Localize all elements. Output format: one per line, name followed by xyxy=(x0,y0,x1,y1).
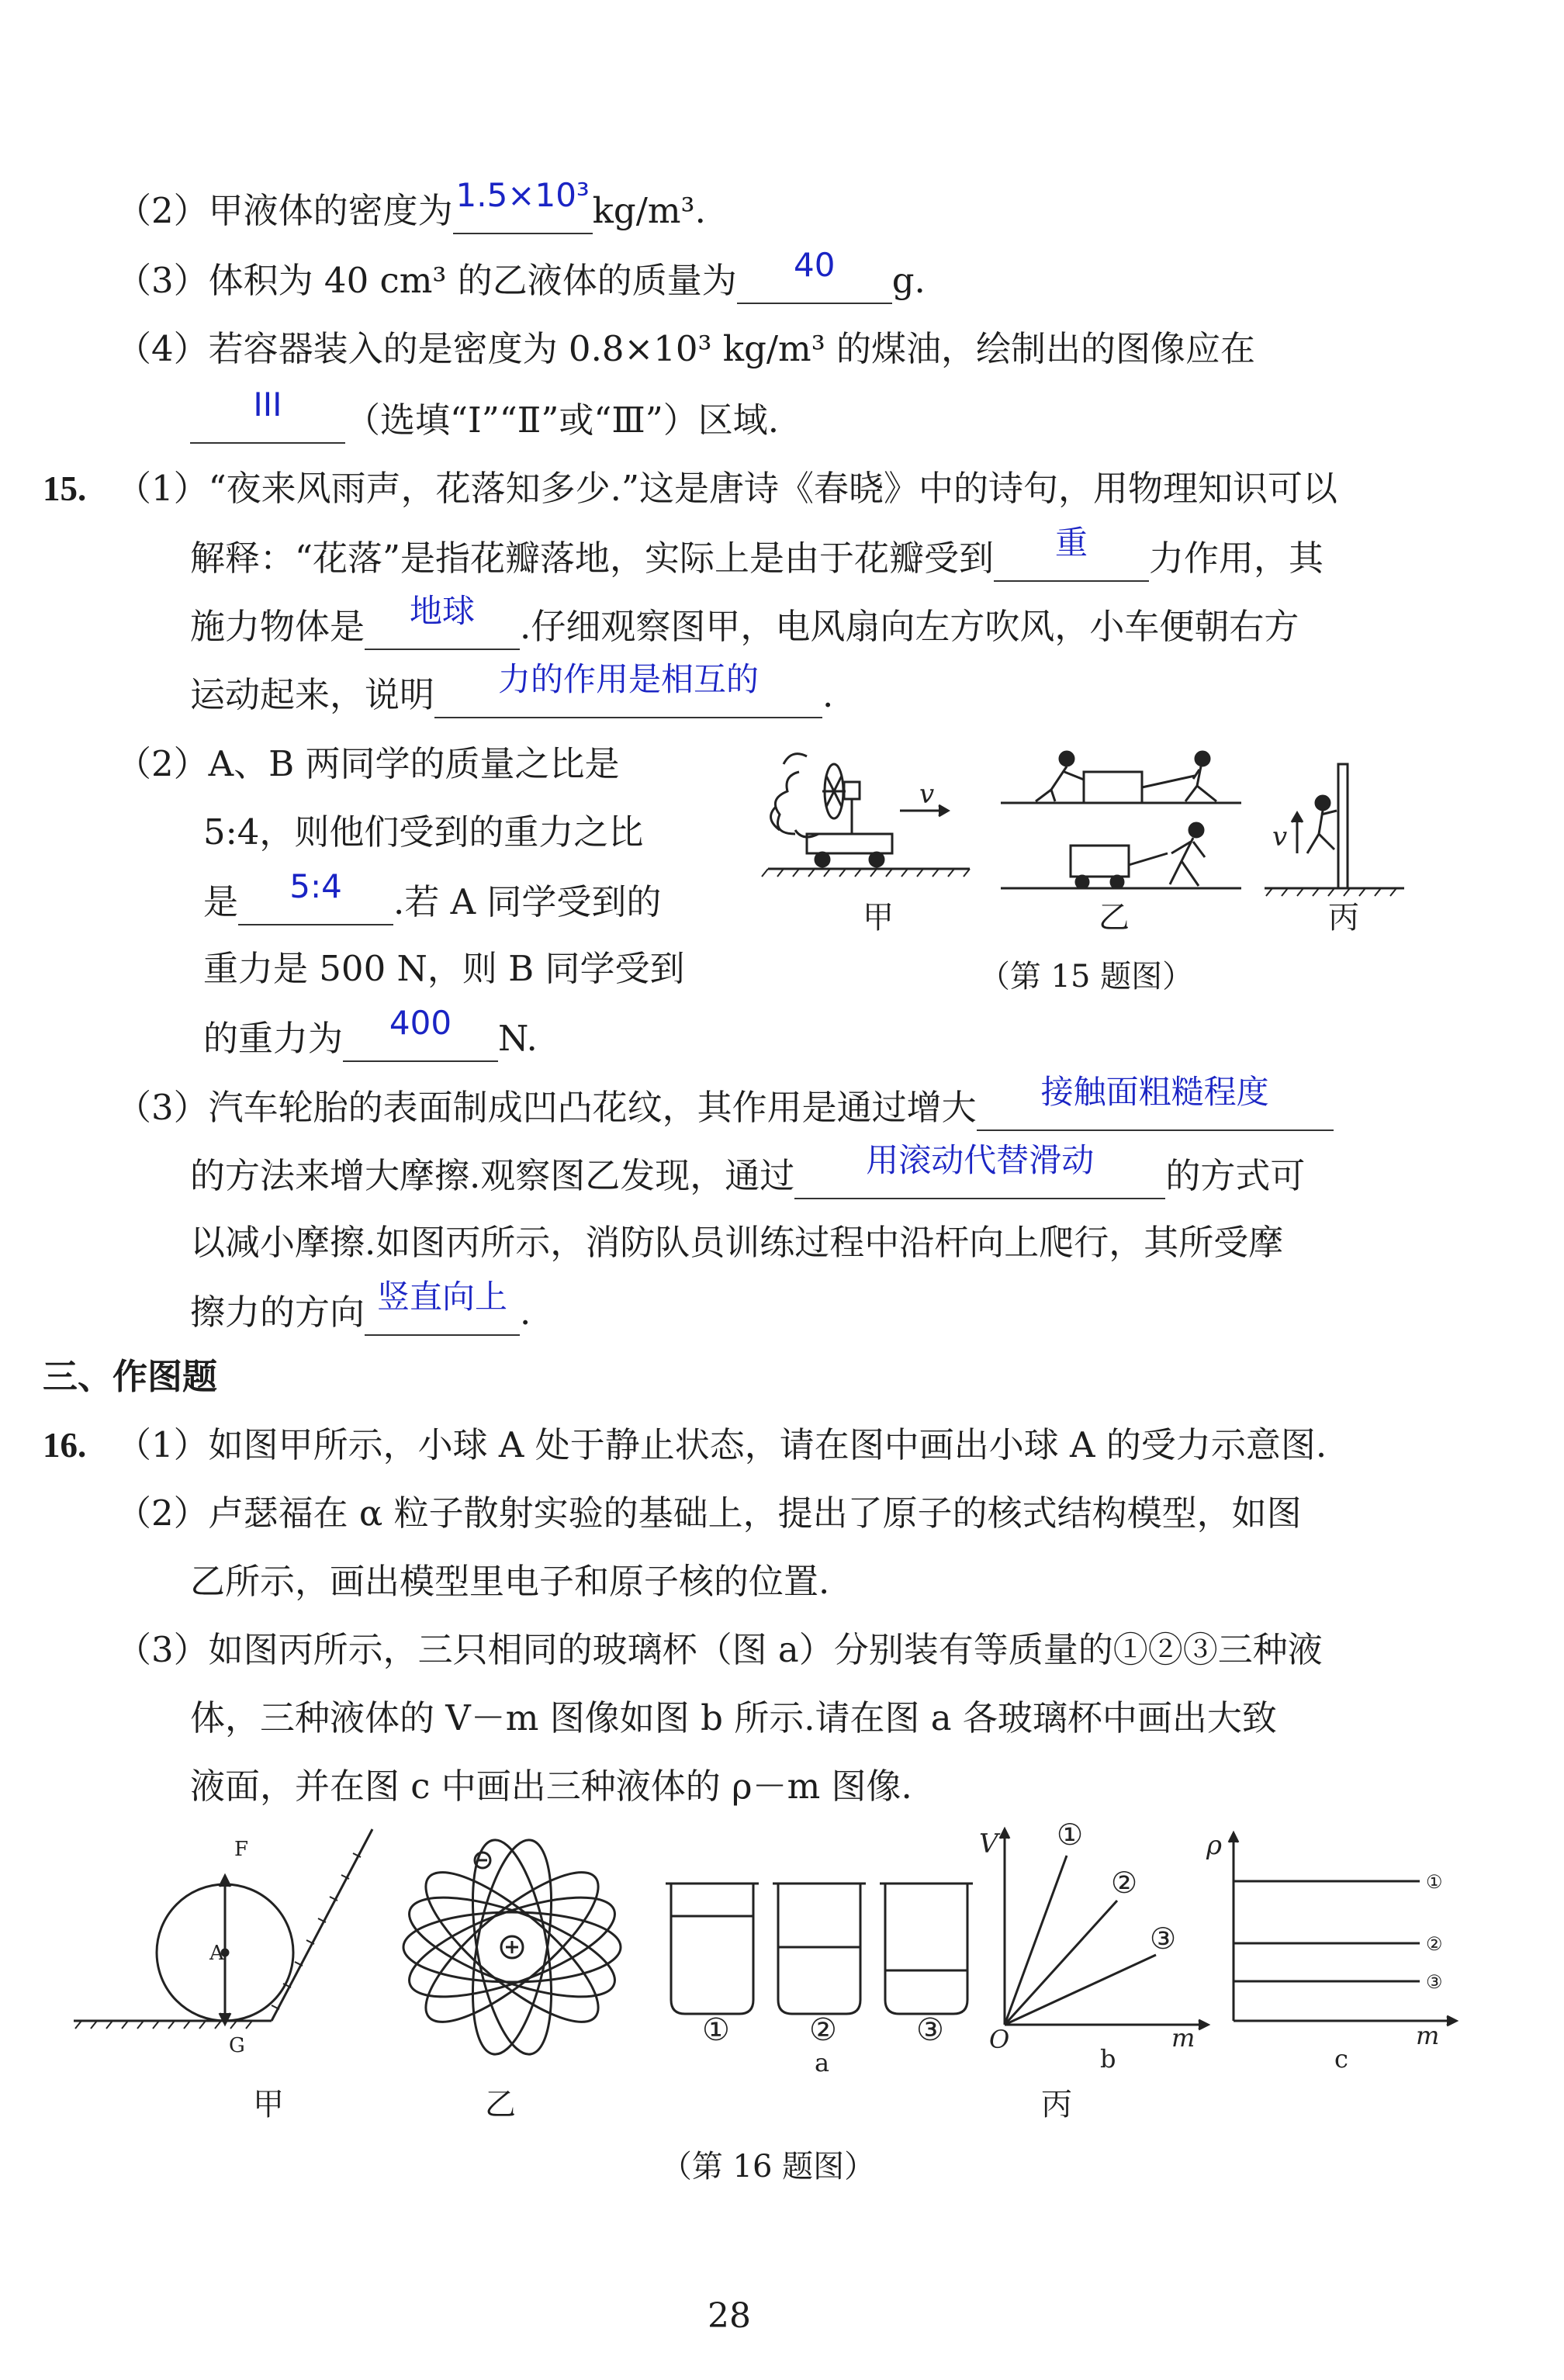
q15-part1-line1: （1）“夜来风雨声，花落知多少.”这是唐诗《春晓》中的诗句，用物理知识可以 xyxy=(116,468,1337,509)
fan-cart-illustration xyxy=(762,754,970,877)
line-b-1-label: ① xyxy=(1057,1818,1084,1852)
answer-weight: 400 xyxy=(389,1004,452,1042)
fig15-label-jia: 甲 xyxy=(863,900,894,936)
figure-16-caption: （第 16 题图） xyxy=(660,2149,876,2185)
question-number-15: 15. xyxy=(43,469,87,508)
cups-figure-a xyxy=(666,1884,973,2014)
line-c-1-label: ① xyxy=(1426,1871,1443,1893)
figure-15 xyxy=(753,729,1427,946)
force-G-label: G xyxy=(229,2034,245,2057)
fig16-label-yi: 乙 xyxy=(485,2087,516,2122)
answer-blank[interactable] xyxy=(977,1073,1334,1131)
V-m-graph xyxy=(1000,1829,1208,2029)
answer-blank[interactable] xyxy=(365,1278,520,1336)
answer-blank[interactable] xyxy=(737,246,892,304)
q15-part2-line2: 5:4，则他们受到的重力之比 xyxy=(203,811,644,853)
force-F-label: F xyxy=(234,1838,249,1861)
axis-m-label-c: m xyxy=(1416,2021,1440,2050)
answer-blank[interactable] xyxy=(994,524,1149,582)
q14-part2: （2）甲液体的密度为 1.5×10³ kg/m³. xyxy=(116,186,706,234)
question-number-16: 16. xyxy=(43,1426,87,1465)
figure-15-caption: （第 15 题图） xyxy=(978,959,1194,995)
answer-blank[interactable] xyxy=(794,1141,1165,1199)
q15-part2-line4: 重力是 500 N，则 B 同学受到 xyxy=(203,948,685,989)
line-c-3-label: ③ xyxy=(1426,1971,1443,1993)
answer-blank[interactable] xyxy=(190,386,345,444)
velocity-label-climber: v xyxy=(1272,822,1288,853)
answer-applier: 地球 xyxy=(410,592,476,630)
answer-blank[interactable] xyxy=(343,1004,498,1062)
q15-part1-line4: 运动起来，说明 力的作用是相互的 . xyxy=(190,670,833,718)
q15-part2-line5: 的重力为 400 N. xyxy=(203,1014,538,1062)
q16-part1: （1）如图甲所示，小球 A 处于静止状态，请在图中画出小球 A 的受力示意图. xyxy=(116,1424,1327,1465)
answer-density: 1.5×10³ xyxy=(455,176,590,214)
q15-part3-line2: 的方法来增大摩擦.观察图乙发现，通过 用滚动代替滑动 的方式可 xyxy=(190,1151,1305,1199)
ball-on-incline xyxy=(74,1829,372,2029)
ball-A-label: A xyxy=(209,1942,224,1965)
friction-illustration xyxy=(1001,752,1241,888)
cup-2-label: ② xyxy=(809,2012,837,2048)
axis-rho-label: ρ xyxy=(1206,1830,1222,1861)
q16-part3-line1: （3）如图丙所示，三只相同的玻璃杯（图 a）分别装有等质量的①②③三种液 xyxy=(116,1629,1323,1670)
figure-16 xyxy=(70,1815,1466,2079)
answer-mass: 40 xyxy=(793,246,836,284)
q16-part3-line3: 液面，并在图 c 中画出三种液体的 ρ－m 图像. xyxy=(190,1766,912,1807)
q15-part2-line3: 是 5:4 .若 A 同学受到的 xyxy=(203,877,661,925)
line-c-2-label: ② xyxy=(1426,1933,1443,1955)
fig16-label-jia: 甲 xyxy=(253,2087,284,2122)
answer-force-type: 重 xyxy=(1055,524,1088,562)
sub-label-b: b xyxy=(1100,2044,1116,2074)
answer-mutual-force: 力的作用是相互的 xyxy=(498,660,760,698)
velocity-label: v xyxy=(919,779,935,810)
q16-part2-line2: 乙所示，画出模型里电子和原子核的位置. xyxy=(190,1561,830,1602)
axis-m-label-b: m xyxy=(1171,2023,1195,2053)
q15-part3-line4: 擦力的方向 竖直向上 . xyxy=(190,1288,531,1336)
q14-part4-line1: （4）若容器装入的是密度为 0.8×10³ kg/m³ 的煤油，绘制出的图像应在 xyxy=(116,328,1256,369)
answer-rolling: 用滚动代替滑动 xyxy=(866,1141,1095,1179)
q15-part3-line3: 以减小摩擦.如图丙所示，消防队员训练过程中沿杆向上爬行，其所受摩 xyxy=(190,1222,1284,1263)
rho-m-graph xyxy=(1229,1833,1456,2025)
answer-direction: 竖直向上 xyxy=(377,1278,508,1316)
answer-blank[interactable] xyxy=(453,176,593,234)
line-b-3-label: ③ xyxy=(1150,1922,1177,1956)
answer-roughness: 接触面粗糙程度 xyxy=(1040,1073,1269,1111)
q15-part1-line2: 解释：“花落”是指花瓣落地，实际上是由于花瓣受到 重 力作用，其 xyxy=(190,534,1324,582)
q14-part4-line2: III （选填“Ⅰ”“Ⅱ”或“Ⅲ”）区域. xyxy=(190,396,779,444)
answer-blank[interactable] xyxy=(238,867,393,925)
sub-label-a: a xyxy=(815,2048,830,2077)
axis-O-label: O xyxy=(989,2025,1010,2054)
cup-3-label: ③ xyxy=(916,2012,944,2048)
axis-V-label: V xyxy=(979,1828,998,1859)
q16-part3-line2: 体，三种液体的 V－m 图像如图 b 所示.请在图 a 各玻璃杯中画出大致 xyxy=(190,1697,1277,1738)
page-number: 28 xyxy=(708,2296,751,2336)
answer-blank[interactable] xyxy=(365,592,520,650)
answer-region: III xyxy=(253,386,282,424)
fig16-label-bing: 丙 xyxy=(1041,2087,1072,2122)
atom-model xyxy=(398,1834,626,2060)
q16-part2-line1: （2）卢瑟福在 α 粒子散射实验的基础上，提出了原子的核式结构模型，如图 xyxy=(116,1493,1302,1534)
q15-part1-line3: 施力物体是 地球 .仔细观察图甲，电风扇向左方吹风，小车便朝右方 xyxy=(190,602,1299,650)
fig15-label-bing: 丙 xyxy=(1328,900,1359,936)
cup-1-label: ① xyxy=(702,2012,730,2048)
q14-part3: （3）体积为 40 cm³ 的乙液体的质量为 40 g. xyxy=(116,256,926,304)
line-b-2-label: ② xyxy=(1111,1866,1138,1900)
q15-part2-line1: （2）A、B 两同学的质量之比是 xyxy=(116,743,620,784)
fig15-label-yi: 乙 xyxy=(1099,900,1130,936)
q15-part3-line1: （3）汽车轮胎的表面制成凹凸花纹，其作用是通过增大 接触面粗糙程度 xyxy=(116,1083,1334,1131)
answer-ratio: 5:4 xyxy=(289,867,342,905)
section-heading: 三、作图题 xyxy=(43,1356,218,1397)
sub-label-c: c xyxy=(1334,2044,1348,2074)
